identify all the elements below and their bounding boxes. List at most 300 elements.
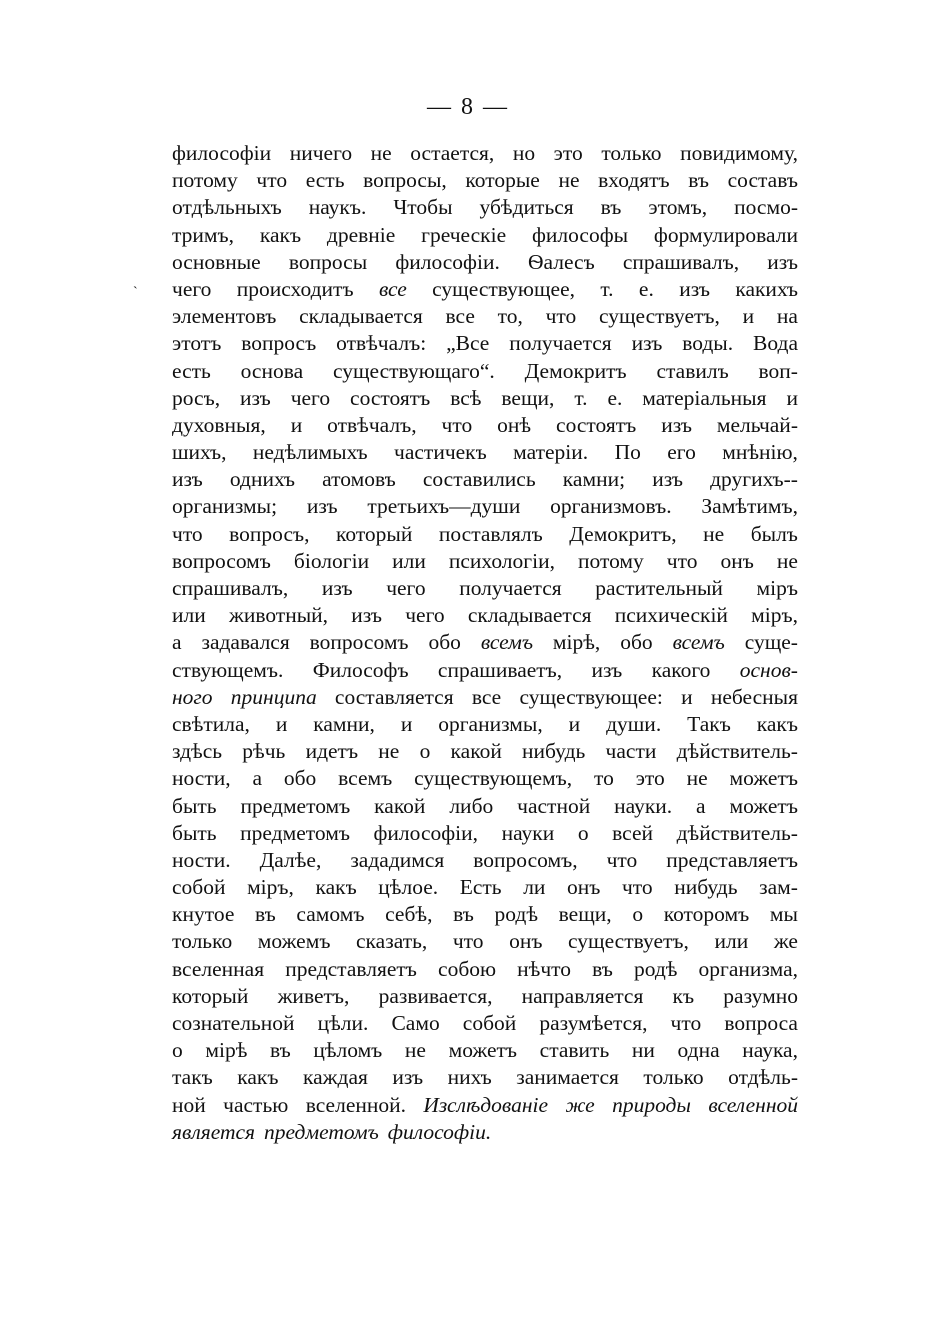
word: такъ [172, 1065, 213, 1090]
word: Чтобы [393, 195, 453, 220]
word: предметомъ [240, 793, 351, 818]
word: вселенной. [305, 1092, 407, 1117]
word: онъ [567, 875, 601, 900]
text-line [172, 575, 798, 602]
word: не [686, 766, 708, 791]
word: въ [453, 902, 474, 927]
word: Демокритъ, [569, 521, 677, 546]
word: камни, [313, 711, 375, 736]
word: Такъ [687, 711, 731, 736]
word: мірѣ, [552, 630, 601, 655]
word: что [621, 875, 653, 900]
word: философіи. [387, 1119, 492, 1144]
word: третьихъ—души [367, 494, 521, 519]
word: е. [607, 385, 623, 410]
text-line [172, 167, 798, 194]
word: что [256, 168, 288, 193]
word: матеріи. [513, 440, 589, 465]
word: отвѣчалъ, [327, 412, 417, 437]
word: обо [283, 766, 317, 791]
word: воды. [682, 331, 734, 356]
word: въ [600, 195, 622, 220]
word: организмы; [172, 494, 278, 519]
word: существующемъ, [414, 766, 573, 791]
word: который [172, 983, 249, 1008]
word: части [605, 739, 657, 764]
word: составъ [727, 168, 798, 193]
word: души. [606, 711, 662, 736]
word: состоятъ [556, 412, 637, 437]
word: изъ [652, 467, 683, 492]
word: или [714, 929, 749, 954]
word: или [172, 603, 206, 628]
word: существующаго“. [332, 358, 495, 383]
word: изъ [661, 412, 692, 437]
word: что [172, 521, 203, 546]
text-line [172, 874, 798, 901]
word: быть [172, 820, 217, 845]
word: кнутое [172, 902, 235, 927]
word: міръ, [751, 603, 798, 628]
word: то, [497, 304, 523, 329]
word: потому [172, 168, 238, 193]
text-line [172, 793, 798, 820]
word: направляется [521, 983, 644, 1008]
word: предметомъ [264, 1119, 379, 1144]
word: но [512, 141, 536, 165]
word: былъ [750, 521, 798, 546]
word: нихъ [447, 1065, 492, 1090]
word: чего [290, 385, 331, 410]
word: философіи [172, 141, 272, 165]
word: изъ [631, 331, 663, 356]
word: чего [405, 603, 445, 628]
word: Замѣтимъ, [701, 494, 798, 519]
word: на [776, 304, 798, 329]
word: потому [577, 548, 644, 573]
word: основ- [739, 657, 798, 682]
text-line [172, 1064, 798, 1091]
word: идетъ [305, 739, 359, 764]
word: философіи, [373, 820, 479, 845]
word: обо [428, 630, 461, 655]
word: тримъ, [172, 222, 235, 247]
word: зам- [759, 875, 798, 900]
word: что [666, 548, 698, 573]
word: входятъ [598, 168, 670, 193]
word: основные [172, 249, 261, 274]
word: о [172, 1038, 183, 1063]
word: собою [438, 956, 497, 981]
text-line [172, 738, 798, 765]
word: что [545, 304, 577, 329]
word: же [565, 1092, 595, 1117]
word: дѣйствитель- [676, 820, 798, 845]
word: а [172, 630, 182, 655]
word: Философъ [312, 657, 409, 682]
word: суще- [744, 630, 798, 655]
word: складывается [467, 603, 592, 628]
text-line [172, 303, 798, 330]
word: философіи. [395, 249, 500, 274]
word: всемъ [338, 766, 393, 791]
word: его [667, 440, 696, 465]
word: Далѣе, [259, 847, 322, 872]
word: чего [386, 576, 426, 600]
word: шихъ, [172, 440, 227, 465]
word: складывается [299, 304, 423, 329]
word: изъ [351, 603, 382, 628]
word: можемъ [257, 929, 331, 954]
word: всемъ [480, 630, 534, 655]
text-line [172, 1092, 798, 1119]
word: и [290, 412, 303, 437]
word: онѣ [497, 412, 532, 437]
word: или [392, 548, 426, 573]
word: же [773, 929, 798, 954]
word: есть [172, 358, 211, 383]
word: элементовъ [172, 304, 277, 329]
word: изъ [240, 385, 271, 410]
word: задавался [201, 630, 290, 655]
word: мірѣ [205, 1038, 248, 1063]
word: который [336, 521, 413, 546]
word: наукъ. [308, 195, 367, 220]
word: духовныя, [172, 412, 266, 437]
word: получается [459, 576, 562, 600]
word: ной [172, 1092, 206, 1117]
word: убѣдиться [479, 195, 574, 220]
word: мельчай- [716, 412, 798, 437]
word: камни; [562, 467, 626, 492]
word: ли [523, 875, 546, 900]
word: Есть [459, 875, 502, 900]
word: дѣйствитель- [676, 739, 798, 764]
word: и [786, 385, 798, 410]
word: какой [450, 739, 502, 764]
word: изъ [306, 494, 338, 519]
word: въ [688, 168, 710, 193]
word: состоятъ [350, 385, 431, 410]
word: происходитъ [236, 276, 354, 301]
word: не [558, 168, 580, 193]
text-line [172, 194, 798, 221]
word: представляетъ [285, 956, 417, 981]
word: въ [269, 1038, 291, 1063]
word: организмовъ. [550, 494, 672, 519]
word: и [400, 711, 413, 736]
word: быть [172, 793, 217, 818]
word: существуетъ, [598, 304, 720, 329]
word: міръ, [247, 875, 294, 900]
word: можетъ [729, 766, 798, 791]
word: другихъ-- [710, 467, 798, 492]
word: вопросомъ [309, 630, 409, 655]
word: что [441, 412, 473, 437]
word: поставлялъ [438, 521, 543, 546]
word: вопросъ [241, 331, 317, 356]
word: не [703, 521, 725, 546]
word: е. [638, 276, 654, 301]
word: можетъ [448, 1038, 518, 1063]
word: разумно [723, 983, 798, 1008]
word: все [471, 684, 502, 709]
text-line [172, 657, 798, 684]
word: вопросъ, [229, 521, 310, 546]
word: цѣломъ [313, 1038, 383, 1063]
word: какъ [237, 1065, 279, 1090]
word: а [696, 793, 706, 818]
page-number: — 8 — [427, 94, 509, 120]
word: не [378, 739, 400, 764]
text-line [172, 684, 798, 711]
word: цѣлое. [378, 875, 439, 900]
word: о [577, 820, 589, 845]
word: науки [501, 820, 555, 845]
word: и [275, 711, 288, 736]
text-line [172, 140, 798, 167]
text-line [172, 358, 798, 385]
word: родѣ [494, 902, 538, 927]
text-line [172, 1037, 798, 1064]
word: отдѣльныхъ [172, 195, 282, 220]
word: нибудь [522, 739, 586, 764]
word: ставилъ [656, 358, 729, 383]
word: ности. [172, 847, 231, 872]
word: къ [672, 983, 695, 1008]
word: всѣ [450, 385, 482, 410]
word: растительный [595, 576, 723, 600]
word: ности, [172, 766, 231, 791]
word: ничего [289, 141, 353, 165]
word: онъ [720, 548, 754, 573]
word: существуетъ, [568, 929, 689, 954]
word: Само [391, 1011, 440, 1035]
word: и [681, 684, 693, 709]
word: посмо- [734, 195, 798, 220]
word: частью [223, 1092, 289, 1117]
word: недѣлимыхъ [252, 440, 368, 465]
word: нѣчто [517, 956, 572, 981]
word: и [742, 304, 755, 329]
text-line [172, 956, 798, 983]
word: Демокритъ [524, 358, 627, 383]
text-line [172, 602, 798, 629]
word: что [606, 847, 638, 872]
word: Вода [753, 331, 798, 356]
word: въ [255, 902, 276, 927]
word: росъ, [172, 385, 221, 410]
word: это [553, 141, 583, 165]
word: себѣ, [385, 902, 433, 927]
word: чего [172, 276, 212, 301]
text-line [172, 249, 798, 276]
word: и [568, 711, 581, 736]
word: существующее: [519, 684, 663, 709]
word: біологіи [293, 548, 370, 573]
word: греческіе [421, 222, 507, 247]
word: спрашиваетъ, [437, 657, 563, 682]
word: изъ [591, 657, 623, 682]
word: сознательной [172, 1011, 295, 1035]
word: отвѣчалъ: [336, 331, 427, 356]
text-line [172, 1010, 798, 1037]
word: древніе [326, 222, 396, 247]
word: По [614, 440, 641, 465]
word: какого [651, 657, 711, 682]
text-line [172, 521, 798, 548]
word: организмы, [438, 711, 543, 736]
word: составились [422, 467, 536, 492]
text-line [172, 385, 798, 412]
word: нибудь [674, 875, 738, 900]
word: мы [769, 902, 798, 927]
word: какъ [315, 875, 357, 900]
word: не [370, 141, 392, 165]
word: только [643, 1065, 704, 1090]
word: существующее, [432, 276, 575, 301]
text-line [172, 711, 798, 738]
word: какъ [756, 711, 798, 736]
word: то [593, 766, 614, 791]
word: „Все [446, 331, 490, 356]
word: міръ [756, 576, 798, 600]
word: вещи, [501, 385, 555, 410]
word: воп- [758, 358, 798, 383]
word: основа [240, 358, 304, 383]
word: представляетъ [666, 847, 798, 872]
word: обо [620, 630, 653, 655]
word: вопросы, [363, 168, 447, 193]
word: ствующемъ. [172, 657, 284, 682]
text-line [172, 412, 798, 439]
text-line [172, 765, 798, 792]
body-text [172, 140, 798, 1146]
word: ного [172, 684, 213, 709]
word: получается [509, 331, 612, 356]
word: что [452, 929, 484, 954]
word: родѣ [633, 956, 678, 981]
text-line [172, 847, 798, 874]
word: организма, [698, 956, 798, 981]
word: изъ [172, 467, 203, 492]
word: наука, [742, 1038, 798, 1063]
text-line [172, 276, 798, 303]
word: каждая [303, 1065, 368, 1090]
word: вопроса [724, 1011, 798, 1035]
text-line [172, 1119, 798, 1146]
word: природы [612, 1092, 691, 1117]
word: вселенная [172, 956, 265, 981]
word: только [172, 929, 233, 954]
word: либо [449, 793, 494, 818]
text-line [172, 493, 798, 520]
margin-mark: ` [133, 285, 138, 300]
word: т. [600, 276, 614, 301]
word: формулировали [653, 222, 798, 247]
word: философы [531, 222, 629, 247]
word: одна [677, 1038, 720, 1063]
word: зададимся [350, 847, 445, 872]
word: сказать, [356, 929, 428, 954]
word: что [670, 1011, 702, 1035]
word: вопросы [288, 249, 368, 274]
word: всей [612, 820, 654, 845]
word: какой [374, 793, 426, 818]
text-line [172, 928, 798, 955]
word: этомъ, [648, 195, 708, 220]
word: живетъ, [277, 983, 350, 1008]
text-line [172, 439, 798, 466]
word: всемъ [672, 630, 725, 655]
word: о [419, 739, 431, 764]
word: развивается, [378, 983, 493, 1008]
word: Изслѣдованіе [423, 1092, 549, 1117]
word: есть [305, 168, 345, 193]
word: собой [172, 875, 226, 900]
word: рѣчь [242, 739, 286, 764]
word: является [172, 1119, 256, 1144]
word: предметомъ [240, 820, 350, 845]
word: въ [592, 956, 613, 981]
word: вещи, [558, 902, 612, 927]
word: изъ [321, 576, 353, 600]
word: небесныя [710, 684, 798, 709]
word: науки. [614, 793, 673, 818]
word: не [404, 1038, 426, 1063]
word: матеріальныя [642, 385, 767, 410]
word: цѣли. [317, 1011, 369, 1035]
word: психологіи, [448, 548, 555, 573]
word: вселенной [708, 1092, 798, 1117]
word: мнѣнію, [722, 440, 798, 465]
word: только [601, 141, 662, 165]
word: т. [574, 385, 588, 410]
word: спрашивалъ, [622, 249, 740, 274]
text-line [172, 222, 798, 249]
word: вопросомъ [172, 548, 271, 573]
word: спрашивалъ, [172, 576, 289, 600]
word: однихъ [229, 467, 296, 492]
word: этотъ [172, 331, 222, 356]
text-line [172, 466, 798, 493]
word: свѣтила, [172, 711, 250, 736]
word: которомъ [663, 902, 750, 927]
word: отдѣль- [728, 1065, 798, 1090]
word: о [632, 902, 644, 927]
word: остается, [410, 141, 495, 165]
word: не [776, 548, 798, 573]
word: атомовъ [322, 467, 396, 492]
text-line [172, 820, 798, 847]
word: составляется [334, 684, 454, 709]
word: самомъ [296, 902, 365, 927]
word: это [635, 766, 665, 791]
word: изъ [392, 1065, 424, 1090]
word: изъ [679, 276, 710, 301]
word: занимается [516, 1065, 619, 1090]
word: частичекъ [394, 440, 487, 465]
word: какихъ [735, 276, 798, 301]
word: повидимому, [680, 141, 798, 165]
text-line [172, 629, 798, 656]
word: а [252, 766, 263, 791]
text-line [172, 983, 798, 1010]
word: психическій [614, 603, 728, 628]
word: какъ [259, 222, 302, 247]
word: животный, [228, 603, 329, 628]
text-line [172, 901, 798, 928]
